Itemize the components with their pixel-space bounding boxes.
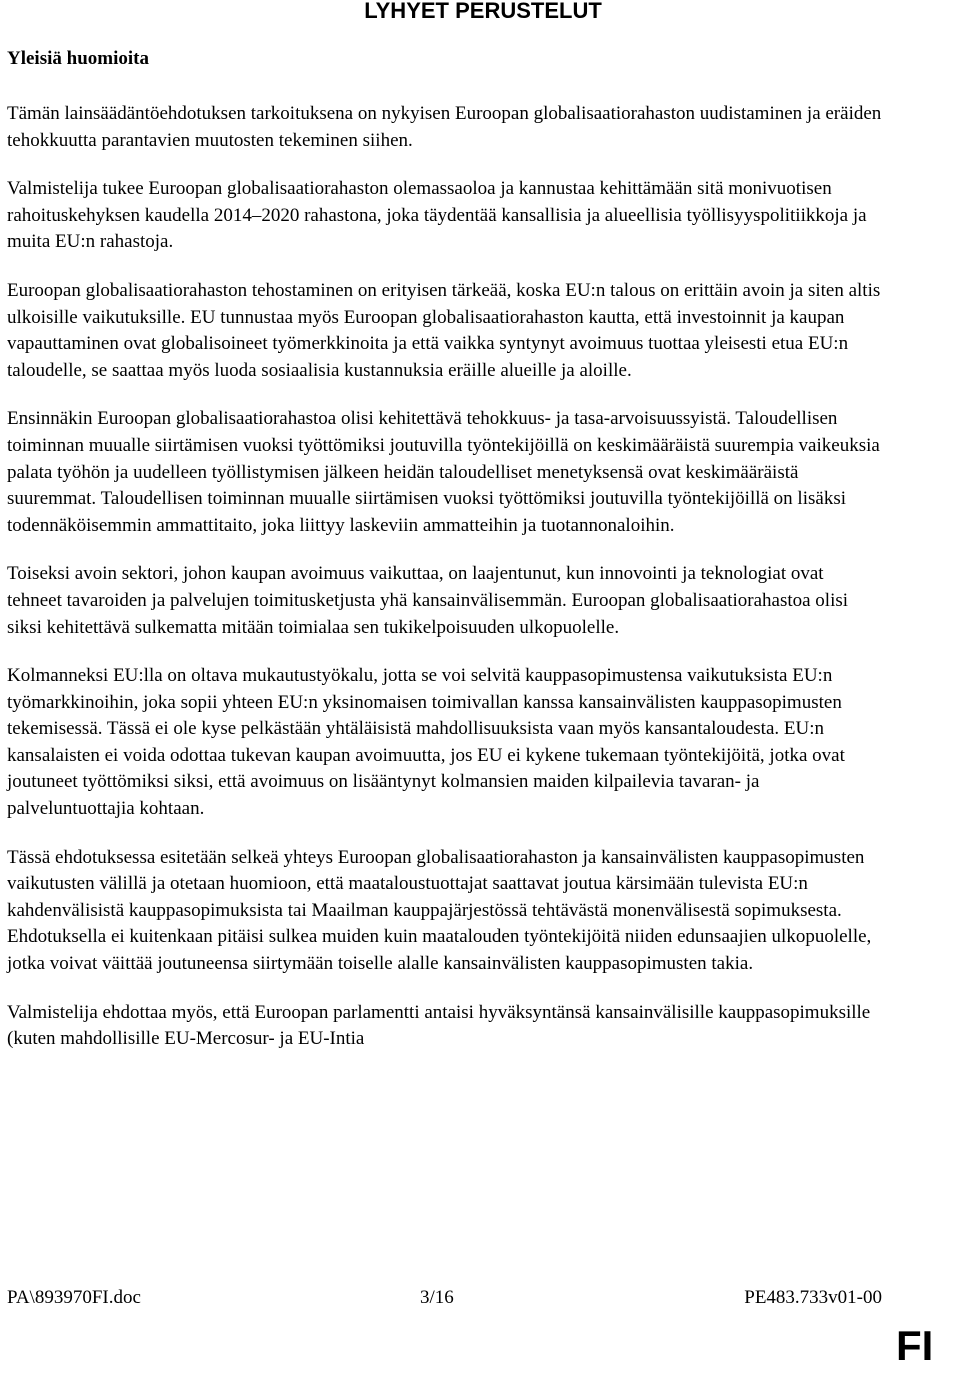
footer-page-number: 3/16 bbox=[420, 1287, 454, 1308]
language-code: FI bbox=[896, 1322, 934, 1369]
paragraph-open-economy: Euroopan globalisaatiorahaston tehostaminen on erityisen tärkeää, koska EU:n talous on erittäin avoin ja siten altis ulkoisille vaikutuksille. EU tunnustaa myös Euroopan globalisaatiorahaston kautta, että investoinnit ja kaupan vapauttaminen ovat globalisoineet työmerkkinoita ja että vaikka syntynyt avoimuus tuottaa yleisesti etua EU:n taloudelle, se saattaa myös luoda sosiaalisia kustannuksia eräille alueille ja aloille. bbox=[7, 279, 881, 381]
paragraph-intro: Tämän lainsäädäntöehdotuksen tarkoituksena on nykyisen Euroopan globalisaatiorahaston uudistaminen ja eräiden tehokkuutta parantavien muutosten tekeminen siihen. bbox=[7, 103, 882, 151]
paragraph-rapporteur-support: Valmistelija tukee Euroopan globalisaatiorahaston olemassaoloa ja kannustaa kehittämään sitä monivuotisen rahoituskehyksen kaudella 2014–2020 rahastona, joka täydentää kansallisia ja alueellisia työllisyyspolitiikkoja ja muita EU:n rahastoja. bbox=[7, 178, 867, 253]
paragraph-second-point: Toiseksi avoin sektori, johon kaupan avoimuus vaikuttaa, on laajentunut, kun innovointi ja teknologiat ovat tehneet tavaroiden ja palvelujen toimitusketjusta yhä kansainvälisemmän. Euroopan globalisaatiorahastoa olisi siksi kehitettävä sulkematta mitään toimialaa sen tukikelpoisuuden ulkopuolelle. bbox=[7, 563, 849, 638]
document-body bbox=[7, 101, 882, 1075]
paragraph-third-point: Kolmanneksi EU:lla on oltava mukautustyökalu, jotta se voi selvitä kauppasopimustensa vaikutuksista EU:n työmarkkinoihin, joka sopii yhteen EU:n yksinomaisen toimivallan kanssa kansainvälisten kauppasopimusten tekemisessä. Tässä ei ole kyse pelkästään yhtäläisistä mahdollisuuksista vaan myös kansantaloudesta. EU:n kansalaisten ei voida odottaa tukevan kaupan avoimuutta, jos EU ei kykene tukemaan työntekijöitä, jotka ovat joutuneet työttömiksi siksi, että avoimuus on lisääntynyt kolmansien maiden kilpailevia tavaran- ja palveluntuottajia kohtaan. bbox=[7, 665, 845, 820]
paragraph-trade-agreements: Tässä ehdotuksessa esitetään selkeä yhteys Euroopan globalisaatiorahaston ja kansainvälisten kauppasopimusten vaikutusten välillä ja otetaan huomioon, että maataloustuottajat saattavat joutua kärsimään tulevista EU:n kahdenvälisistä kauppasopimuksista tai Maailman kauppajärjestössä tehtävästä monenvälisestä sopimuksesta. Ehdotuksella ei kuitenkaan pitäisi sulkea muiden kuin maatalouden työntekijöitä niiden edunsaajien ulkopuolelle, jotka voivat väittää joutuneensa siirtymään toiselle alalle kansainvälisten kauppasopimusten takia. bbox=[7, 846, 872, 975]
page-footer bbox=[7, 1285, 882, 1311]
footer-doc-reference: PA\893970FI.doc bbox=[7, 1287, 141, 1308]
paragraph-parliament-consent: Valmistelija ehdottaa myös, että Euroopan parlamentti antaisi hyväksyntänsä kansainvälisille kauppasopimuksille (kuten mahdollisille EU-Mercosur- ja EU-Intia bbox=[7, 1001, 871, 1050]
page-header bbox=[0, 0, 960, 24]
section-title: Yleisiä huomioita bbox=[7, 48, 149, 69]
paragraph-first-point: Ensinnäkin Euroopan globalisaatiorahastoa olisi kehitettävä tehokkuus- ja tasa-arvoisuussyistä. Taloudellisen toiminnan muualle siirtämisen vuoksi työttömiksi joutuvilla työntekijöillä on keskimääräistä suurempia vaikeuksia palata työhön ja uudelleen työllistymisen jälkeen heidän taloudelliset menetyksensä ovat keskimääräistä suuremmat. Taloudellisen toiminnan muualle siirtämisen vuoksi työttömiksi joutuvilla työntekijöillä on lisäksi todennäköisemmin ammattitaito, joka liittyy laskeviin ammatteihin ja tuotannonaloihin. bbox=[7, 408, 880, 536]
document-heading: LYHYET PERUSTELUT bbox=[364, 0, 602, 23]
footer-pe-reference: PE483.733v01-00 bbox=[744, 1287, 882, 1308]
